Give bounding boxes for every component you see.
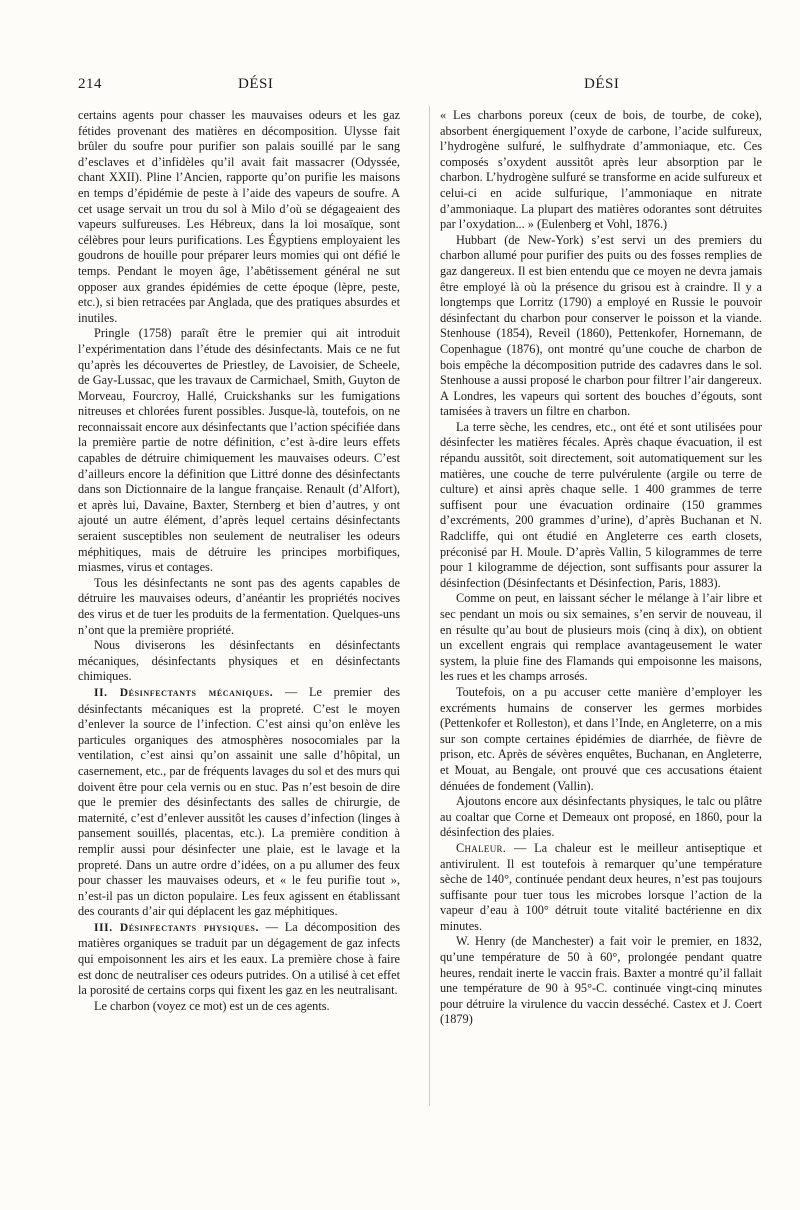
section-heading: II. Désinfectants mécaniques. (94, 686, 274, 699)
section-heading: Chaleur. (456, 840, 507, 855)
running-head-right: DÉSI (584, 76, 620, 92)
right-column (440, 108, 762, 1028)
paragraph: Toutefois, on a pu accuser cette manière d’employer les excréments humains de conserver les germes morbides (Pettenkofer et Rolleston), et dans l’Inde, en Angleterre, on a mis sur son compte certaines épidémies de diarrhée, de fièvre de prison, etc. Après de sévères enquêtes, Buchanan, en Angleterre, et Mouat, au Bengale, ont prouvé que ces accusations étaient dénuées de fondement (Vallin). (440, 684, 762, 793)
paragraph: Nous diviserons les désinfectants en désinfectants mécaniques, désinfectants physiques et en désinfectants chimiques. (78, 638, 400, 684)
section-paragraph (440, 841, 762, 935)
paragraph: Tous les désinfectants ne sont pas des agents capables de détruire les mauvaises odeurs, d’anéantir les propriétés nocives des virus et de tuer les produits de la fermentation. Quelques-uns n’ont que la première propriété. (78, 575, 400, 637)
left-column (78, 108, 400, 1014)
section-heading: III. Désinfectants physiques. (94, 921, 259, 934)
paragraph: Le charbon (voyez ce mot) est un de ces agents. (94, 998, 330, 1013)
paragraph: W. Henry (de Manchester) a fait voir le premier, en 1832, qu’une température de 50 à 60°, prolongée pendant quatre heures, rendait inerte le vaccin frais. Baxter a montré qu’il fallait une température de 90 à 95°-C. continuée vingt-cinq minutes pour détruire la virulence du vaccin desséché. Castex et J. Coert (1879) (440, 934, 762, 1027)
running-head-left: DÉSI (238, 76, 274, 92)
paragraph-text: — Le premier des désinfectants mécaniques est la propreté. C’est le moyen d’enlever la source de l’infection. C’est ainsi qu’on enlève les particules organiques des atmosphères nosocomiales par la ventilation, c’est ainsi qu’on assainit une salle d’hôpital, un casernement, etc., par de fréquents lavages du sol et des murs qui doivent être pour cela vernis ou en stuc. Pas n’est besoin de dire que le premier des désinfectants des salles de chirurgie, de maternité, c’est d’enlever aussitôt les causes d’infection (linges à pansement souillés, placentas, etc.). La première condition à remplir aussi pour désinfecter une plaie, est le lavage et la propreté. Dans un autre ordre d’idées, on a pu allumer des feux pour chasser les mauvaises odeurs, et « le feu purifie tout », n’est-il pas un dicton populaire. Les feux agissent en établissant des courants d’air qui déplacent les gaz méphitiques. (78, 684, 400, 919)
paragraph: Pringle (1758) paraît être le premier qui ait introduit l’expérimentation dans l’étude des désinfectants. Mais ce ne fut qu’après les découvertes de Priestley, de Lavoisier, de Scheele, de Gay-Lussac, que les travaux de Carmichael, Smith, Guyton de Morveau, Fourcroy, Hallé, Cruickshanks sur les fumigations nitreuses et chlorées furent possibles. Jusque-là, toutefois, on ne reconnaissait encore aux désinfectants que l’action spécifiée dans la première partie de notre définition, c’est à-dire leurs effets capables de détruire chimiquement les mauvaises odeurs. C’est d’ailleurs encore la définition que Littré donne des désinfectants dans son Dictionnaire de la langue française. Renault (d’Alfort), et après lui, Davaine, Baxter, Sternberg et bien d’autres, y ont ajouté un autre élément, d’après lequel certains désinfectants seraient susceptibles non seulement de neutraliser les odeurs méphitiques, mais de détruire les principes morbifiques, miasmes, virus et contages. (78, 326, 400, 575)
paragraph: certains agents pour chasser les mauvaises odeurs et les gaz fétides provenant des matières en décomposition. Ulysse fait brûler du soufre pour purifier son palais souillé par le sang d’esclaves et d’infidèles qu’il avait fait massacrer (Odyssée, chant XXII). Pline l’Ancien, rapporte qu’on purifie les maisons en temps d’épidémie de peste à l’aide des vapeurs de soufre. A cet usage servait un trou du sol à Milo d’où se dégageaient des vapeurs sulfureuses. Les Hébreux, dans la loi mosaïque, sont célèbres pour leurs purifications. Les Égyptiens employaient les goudrons de houille pour préparer leurs momies qui ont défié le temps. Pendant le moyen âge, l’abêtissement général ne sut opposer aux grandes épidémies de cette époque (lèpre, peste, etc.), si bien retracées par Anglada, que des pratiques absurdes et inutiles. (78, 108, 400, 325)
paragraph: « Les charbons poreux (ceux de bois, de tourbe, de coke), absorbent énergiquement l’oxyde de carbone, l’acide sulfureux, l’hydrogène sulfuré, le sulfhydrate d’ammoniaque, etc. Ces composés s’oxydent aussitôt après leur absorption par le charbon. L’hydrogène sulfuré se transforme en acide sulfureux et celui-ci en acide sulfurique, l’ammoniaque en nitrate d’ammoniaque. La plupart des matières odorantes sont détruites par l’oxydation... » (Eulenberg et Vohl, 1876.) (440, 108, 762, 232)
page-header (78, 76, 762, 98)
section-paragraph (78, 685, 400, 920)
paragraph: La terre sèche, les cendres, etc., ont été et sont utilisées pour désinfecter les matières fécales. Après chaque évacuation, il est répandu aussitôt, soit directement, soit automatiquement sur les matières, une couche de terre pulvérulente (argile ou terre de culture) et ainsi après chaque selle. 1 400 grammes de terre suffisent pour une évacuation ordinaire (150 grammes d’excréments, 200 grammes d’urine), d’après Buchanan et N. Radcliffe, qui ont étudié en Angleterre ces earth closets, préconisé par H. Moule. D’après Vallin, 5 kilogrammes de terre pour 1 kilogramme de déjection, sont suffisants pour assurer la désinfection (Désinfectants et Désinfection, Paris, 1883). (440, 419, 762, 590)
page-number: 214 (78, 76, 102, 92)
paragraph: Hubbart (de New-York) s’est servi un des premiers du charbon allumé pour purifier des puits ou des fosses remplies de gaz dangereux. Il est bien entendu que ce moyen ne devra jamais être employé là où la présence du grisou est à craindre. Il y a longtemps que Lorritz (1790) a employé en Russie le pouvoir désinfectant du charbon pour conserver le poisson et la viande. Stenhouse (1854), Reveil (1860), Pettenkofer, Hornemann, de Copenhague (1876), ont montré qu’une couche de charbon de bois empêche la décomposition putride des cadavres dans le sol. Stenhouse a aussi proposé le charbon pour filtrer l’air dangereux. A Londres, les vapeurs qui sortent des bouches d’égouts, sont tamisées à travers un filtre en charbon. (440, 232, 762, 419)
paragraph-text: — La décomposition des matières organiques se traduit par un dégagement de gaz infects qui empoisonnent les airs et les eaux. La première chose à faire est donc de neutraliser ces odeurs putrides. On a utilisé à cet effet la porosité de certains corps qui fixent les gaz en les neutralisant. (78, 919, 400, 998)
paragraph: Comme on peut, en laissant sécher le mélange à l’air libre et sec pendant un mois ou six semaines, s’en servir de nouveau, il en résulte qu’au bout de plusieurs mois (cinq à dix), on obtient un excellent engrais qui remplace avantageusement le water system, la pluie fine des Flamands qui empoisonne les maisons, les rues et les champs arrosés. (440, 591, 762, 684)
paragraph-text: — La chaleur est le meilleur antiseptique et antivirulent. Il est toutefois à remarquer qu’une température sèche de 140°, continuée pendant deux heures, n’est pas toujours suffisante pour tuer tous les microbes lorsque l’action de la vapeur d’eau à 100° détruit toute vitalité bactérienne en dix minutes. (440, 840, 762, 933)
paragraph: Ajoutons encore aux désinfectants physiques, le talc ou plâtre au coaltar que Corne et Demeaux ont proposé, en 1860, pour la désinfection des plaies. (440, 794, 762, 840)
column-divider (429, 106, 430, 1106)
section-paragraph (78, 920, 400, 999)
